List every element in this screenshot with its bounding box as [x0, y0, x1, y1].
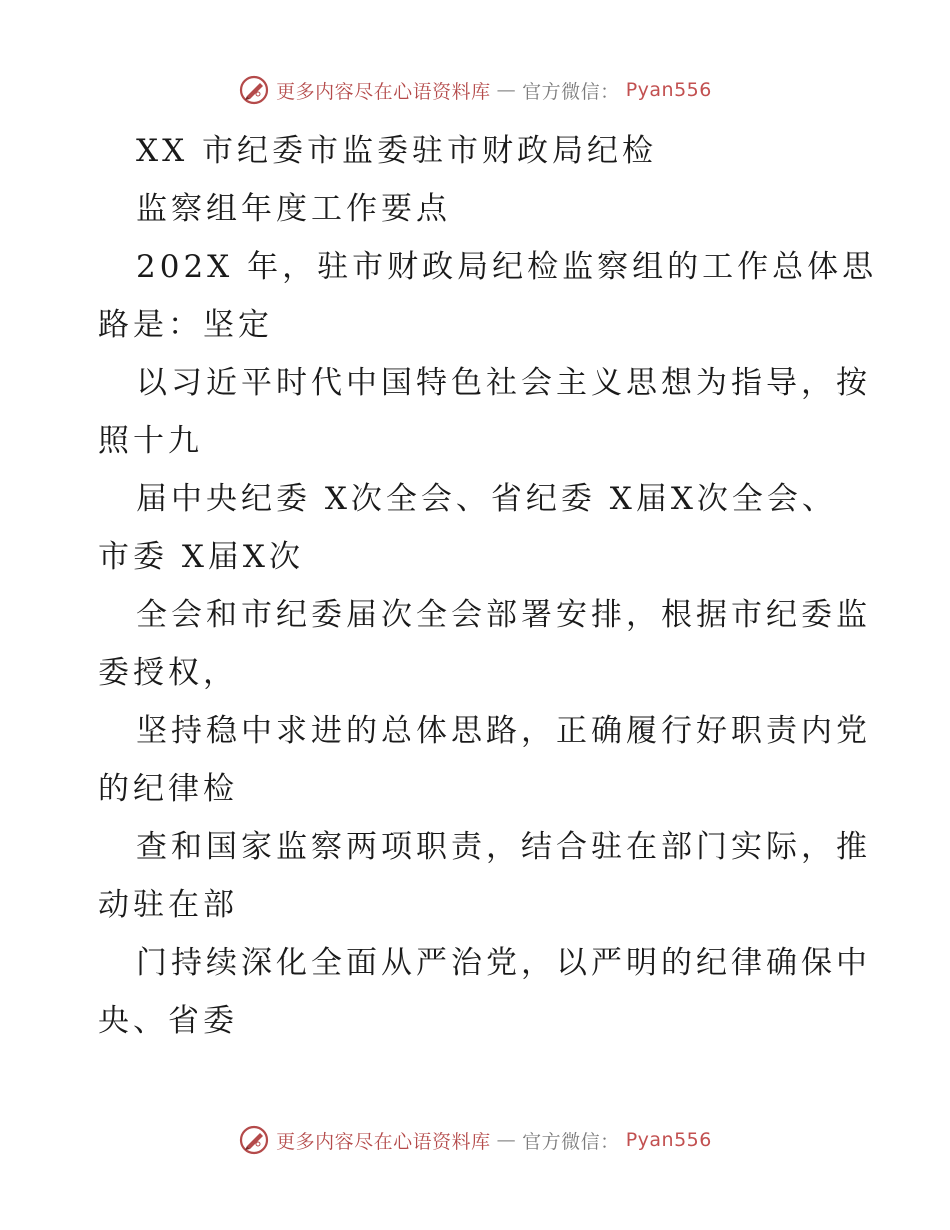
doc-line-3: 202X 年，驻市财政局纪检监察组的工作总体思: [136, 249, 878, 285]
banner-wechat-label: 官方微信：: [522, 1130, 620, 1153]
document-body: [98, 122, 878, 1050]
doc-line-6: 照十九: [98, 423, 203, 459]
pen-logo-icon: [238, 1124, 270, 1156]
doc-line-9: 全会和市纪委届次全会部署安排，根据市纪委监: [136, 597, 871, 633]
banner-site-name: 更多内容尽在心语资料库: [276, 1130, 491, 1153]
banner-dash: —: [496, 1129, 517, 1151]
banner-dash: —: [496, 79, 517, 101]
doc-line-4: 路是：坚定: [98, 307, 273, 343]
doc-line-12: 的纪律检: [98, 771, 238, 807]
footer-banner-content: [238, 1124, 712, 1156]
doc-line-15: 门持续深化全面从严治党，以严明的纪律确保中: [136, 945, 871, 981]
banner-wechat-id: Pyan556: [625, 79, 712, 101]
header-banner-content: [238, 74, 712, 106]
footer-banner: [0, 1120, 950, 1160]
banner-wechat-id: Pyan556: [625, 1129, 712, 1151]
doc-line-14: 动驻在部: [98, 887, 238, 923]
pen-logo-icon: [238, 74, 270, 106]
doc-line-8: 市委 X届X次: [98, 539, 304, 575]
doc-line-7: 届中央纪委 X次全会、省纪委 X届X次全会、: [136, 481, 837, 517]
doc-line-16: 央、省委: [98, 1003, 238, 1039]
doc-line-5: 以习近平时代中国特色社会主义思想为指导，按: [136, 365, 871, 401]
banner-wechat-label: 官方微信：: [522, 80, 620, 103]
doc-line-11: 坚持稳中求进的总体思路，正确履行好职责内党: [136, 713, 871, 749]
doc-line-10: 委授权，: [98, 655, 238, 691]
doc-line-2: 监察组年度工作要点: [136, 191, 451, 227]
banner-site-name: 更多内容尽在心语资料库: [276, 80, 491, 103]
doc-line-1: XX 市纪委市监委驻市财政局纪检: [136, 133, 657, 169]
header-banner: [0, 70, 950, 110]
doc-line-13: 查和国家监察两项职责，结合驻在部门实际，推: [136, 829, 871, 865]
